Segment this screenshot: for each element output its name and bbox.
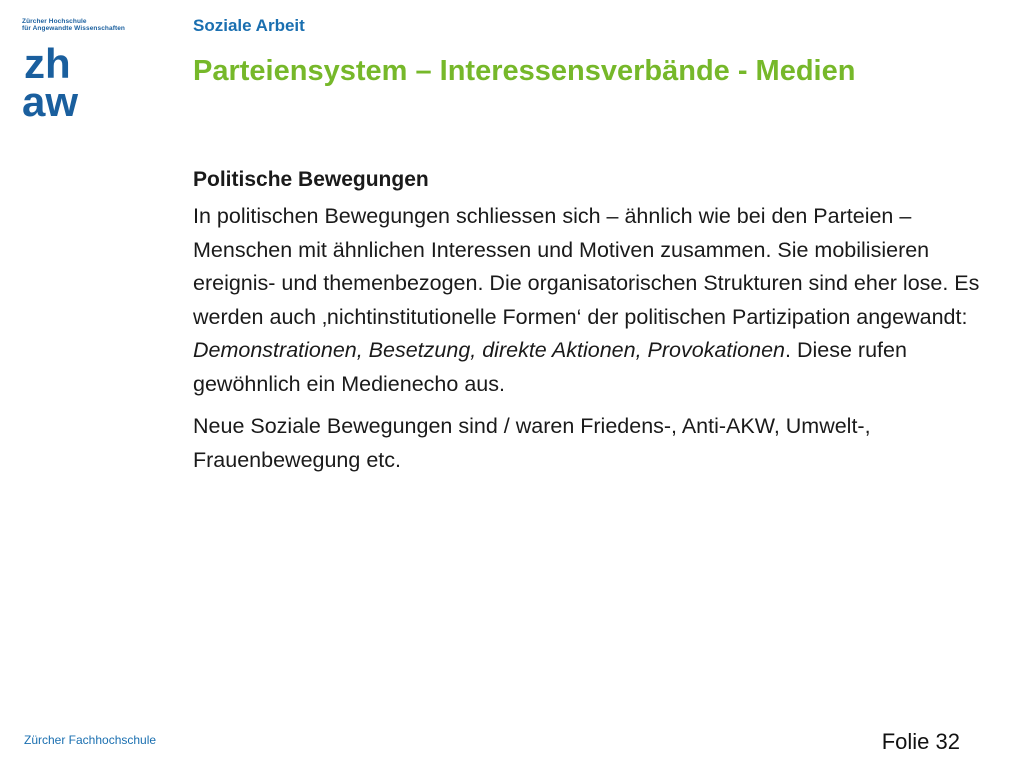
svg-text:zh: zh xyxy=(24,44,71,87)
paragraph-1-dot: . xyxy=(785,338,791,362)
logo-institution-line2: für Angewandte Wissenschaften xyxy=(22,25,126,32)
zhaw-logo xyxy=(22,18,142,120)
paragraph-1-tail: Diese rufen gewöhnlich ein Medienecho aus. xyxy=(193,338,907,396)
paragraph-1-text: In politischen Bewegungen schliessen sich – ähnlich wie bei den Parteien – Menschen mit ähnlichen Interessen und Motiven zusammen. Sie mobilisieren ereignis- und themenbezogen. Die organisatorischen Strukturen sind eher lose. Es werden auch ‚nichtinstitutionelle Formen‘ der politischen Partizipation angewandt: xyxy=(193,204,980,329)
paragraph-1-italic: Demonstrationen, Besetzung, direkte Aktionen, Provokationen xyxy=(193,338,785,362)
slide-content xyxy=(193,166,983,486)
paragraph-2: Neue Soziale Bewegungen sind / waren Friedens-, Anti-AKW, Umwelt-, Frauenbewegung etc. xyxy=(193,414,871,472)
footer-institution: Zürcher Fachhochschule xyxy=(24,733,157,747)
svg-text:aw: aw xyxy=(22,78,79,120)
logo-institution-line1: Zürcher Hochschule xyxy=(22,18,87,25)
zhaw-mark-icon xyxy=(22,44,102,120)
department-label: Soziale Arbeit xyxy=(193,16,305,35)
slide-number: Folie 32 xyxy=(881,729,960,754)
paragraph-1 xyxy=(193,200,983,401)
slide-title: Parteiensystem – Interessensverbände - Medien xyxy=(193,55,856,87)
section-heading: Politische Bewegungen xyxy=(193,168,429,191)
